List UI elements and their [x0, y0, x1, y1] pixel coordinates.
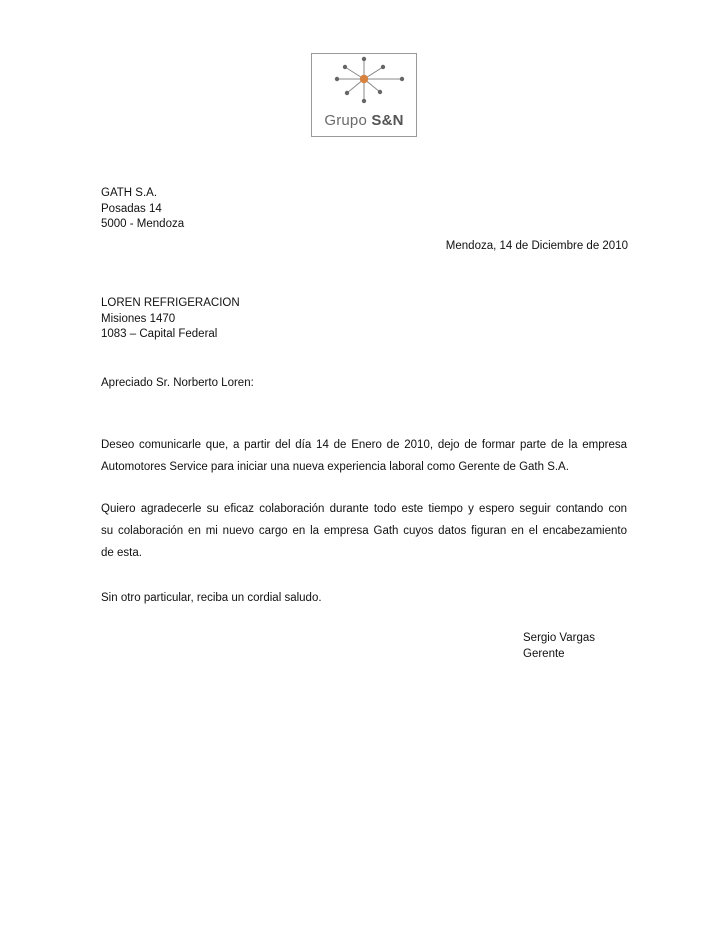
recipient-street: Misiones 1470	[101, 312, 176, 325]
paragraph-line: su colaboración en mi nuevo cargo en la empresa Gath cuyos datos figuran en el encabezamiento	[101, 525, 627, 537]
paragraph-line: de esta.	[101, 547, 142, 559]
paragraph-line: Quiero agradecerle su eficaz colaboración durante todo este tiempo y espero seguir contando con	[101, 503, 627, 515]
sender-address	[101, 186, 184, 233]
sender-city: 5000 - Mendoza	[101, 218, 185, 230]
logo-brand-bold: S&N	[371, 112, 404, 129]
sender-company: GATH S.A.	[101, 187, 158, 199]
logo-wordmark	[312, 112, 416, 129]
body-paragraph-2	[101, 498, 627, 564]
recipient-city: 1083 – Capital Federal	[101, 328, 218, 340]
signature-title: Gerente	[523, 647, 565, 660]
greeting: Apreciado Sr. Norberto Loren:	[101, 377, 254, 389]
letter-date: Mendoza, 14 de Diciembre de 2010	[445, 240, 628, 252]
closing-line: Sin otro particular, reciba un cordial saludo.	[101, 592, 322, 604]
paragraph-line: Deseo comunicarle que, a partir del día 14 de Enero de 2010, dejo de formar parte de la empresa	[101, 439, 627, 451]
recipient-address	[101, 296, 240, 343]
recipient-company: LOREN REFRIGERACION	[101, 297, 240, 309]
sender-street: Posadas 14	[101, 202, 162, 215]
signature-block	[523, 631, 595, 662]
company-logo	[311, 53, 417, 137]
body-paragraph-1	[101, 434, 627, 478]
signature-name: Sergio Vargas	[523, 632, 596, 644]
paragraph-line: Automotores Service para iniciar una nueva experiencia laboral como Gerente de Gath S.A.	[101, 461, 569, 473]
logo-brand-light: Grupo	[324, 112, 372, 129]
